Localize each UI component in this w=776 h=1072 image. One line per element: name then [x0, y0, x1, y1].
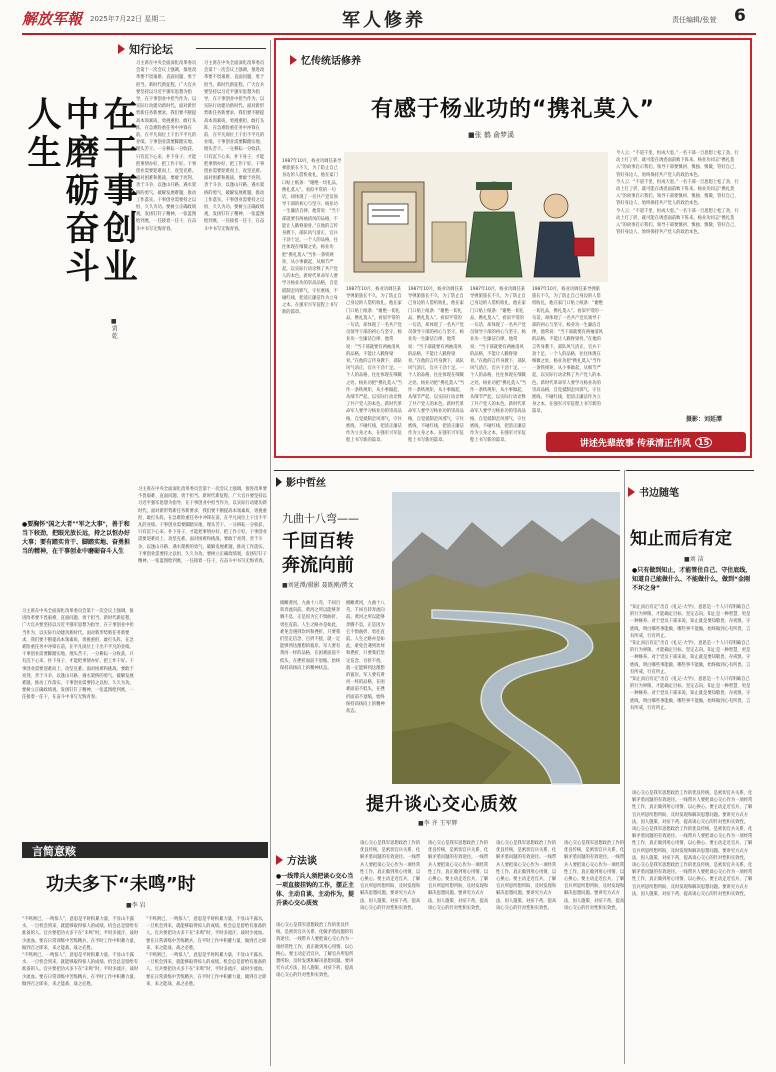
yanwai-body-col-1: [22, 916, 142, 1066]
tixin-body-col-4: [496, 840, 560, 1064]
featured-body-text: 1987年10月，杨业功调任某导弹旅旅长不久，为了防止自己身边的人借机收礼，他在家门口贴上纸条：“谢绝一切礼品，携礼莫入”。看似平常的一句话，却体现了一名共产党员领导干部的初心与坚守。杨业功一生廉洁自律，他常说：“当干部就要有两袖清风的品格，不能让人戳脊梁骨。”在他的言传身教下，部队风气清正，官兵干劲十足。一个人的品格，往往体现在细微之处。杨业功把“携礼莫入”当作一条铁规矩，从小事做起、从细节严起，以实际行动诠释了共产党人的本色。新时代革命军人要学习杨业功的崇高品格，自觉抵制歪风邪气，守住底线、不碰红线，把清正廉洁作为立身之本，在强军兴军征程上书写新的篇章。: [282, 159, 342, 316]
shulu-lead: ●只有做到知止，才能管住自己、守住底线，知道自己能做什么、不能做什么，做到“金刚不坏之身”: [632, 567, 752, 592]
yanwai-tag: 言简意赅: [32, 845, 76, 858]
masthead-date: [90, 14, 165, 24]
zhixing-body-text-2: 习主席在中央全面深化改革委员会第十一次会议上强调，推进改革要不畏艰难、直面问题、勇于担当。新时代新征程，广大官兵要坚持以习近平强军思想为指导，在干事创业中担当作为，以实际行动建功新时代。面对新形势新任务新要求，我们要不断提高本领素质，勇挑重担、敢打头阵，在急难险重任务中冲锋在前，在平凡岗位上干出不平凡的业绩。干事创业需要脚踏实地、埋头苦干。一分耕耘一分收获，只有沉下心来、扑下身子，才能把事情办好、把工作干好。干事创业需要迎难而上、攻坚克难。面对困难和挑战，要敢于亮剑、善于斗争，以逢山开路、遇水架桥的勇气，破解发展难题，推动工作落实。干事创业需要持之以恒、久久为功。要树立正确政绩观，发扬钉钉子精神，一张蓝图绘到底，一任接着一任干，在奋斗中书写无悔青春。: [204, 61, 265, 232]
yingzhong-body-text: 俯瞰黄河，九曲十八弯，千回百转奔流向前。黄河之所以能够奔腾不息，正是因为它不惧曲折、勇往直前。人生之路亦是如此，难免会遇到坎坷和挫折，只要我们坚定信念、百折不挠，就一定能够到达理想的彼岸。军人要有黄河一样的品格，在困难面前不低头，在挫折面前不退缩，始终保持昂扬向上的精神状态。: [280, 601, 341, 671]
lower-right-separator: [624, 470, 625, 1064]
masthead-logo: 解放军報: [22, 10, 83, 28]
shulu-tag-bar: [628, 484, 679, 499]
masthead-rule: [22, 33, 756, 35]
tixin-body-col-6: [632, 790, 754, 1064]
section-title: 军人修养: [342, 10, 426, 31]
tag-marker-icon: [276, 855, 283, 865]
tixin-body-text-2: 谈心交心是我军思想政治工作的优良传统，是密切官兵关系、化解矛盾问题的有效途径。一线带兵人要把谈心交心作为一项经常性工作，真正做到用心用情、以心换心。要主动走近官兵，了解官兵所思所想所盼，及时发现和解决思想问题。要讲究方式方法，因人施策、对症下药，提高谈心交心的针对性和实效性。: [360, 841, 421, 911]
yingzhong-body-col-1: [280, 600, 342, 784]
featured-body-col-2: [346, 286, 404, 444]
featured-body-text-4: 1987年10月，杨业功调任某导弹旅旅长不久，为了防止自己身边的人借机收礼，他在家门口贴上纸条：“谢绝一切礼品，携礼莫入”。看似平常的一句话，却体现了一名共产党员领导干部的初心与坚守。杨业功一生廉洁自律，他常说：“当干部就要有两袖清风的品格，不能让人戳脊梁骨。”在他的言传身教下，部队风气清正，官兵干劲十足。一个人的品格，往往体现在细微之处。杨业功把“携礼莫入”当作一条铁规矩，从小事做起、从细节严起，以实际行动诠释了共产党人的本色。新时代革命军人要学习杨业功的崇高品格，自觉抵制歪风邪气，守住底线、不碰红线，把清正廉洁作为立身之本，在强军兴军征程上书写新的篇章。: [470, 287, 527, 444]
tixin-body-col-1: [276, 922, 356, 1064]
zhixing-author: ■贾 乾: [110, 318, 118, 339]
featured-body-col-5: [532, 286, 604, 428]
zhixing-body-col-1: [136, 60, 200, 480]
featured-title: 有感于杨业功的“携礼莫入”: [371, 97, 655, 122]
tixin-body-col-2: [360, 840, 424, 1064]
featured-photo-credit: 摄影：刘延潭: [686, 416, 723, 423]
zhixing-body-text-4: 习主席在中央全面深化改革委员会第十一次会议上强调，推进改革要不畏艰难、直面问题、勇于担当。新时代新征程，广大官兵要坚持以习近平强军思想为指导，在干事创业中担当作为，以实际行动建功新时代。面对新形势新任务新要求，我们要不断提高本领素质，勇挑重担、敢打头阵，在急难险重任务中冲锋在前，在平凡岗位上干出不平凡的业绩。干事创业需要脚踏实地、埋头苦干。一分耕耘一分收获，只有沉下心来、扑下身子，才能把事情办好、把工作干好。干事创业需要迎难而上、攻坚克难。面对困难和挑战，要敢于亮剑、善于斗争，以逢山开路、遇水架桥的勇气，破解发展难题，推动工作落实。干事创业需要持之以恒、久久为功。要树立正确政绩观，发扬钉钉子精神，一张蓝图绘到底，一任接着一任干，在奋斗中书写无悔青春。: [138, 487, 267, 565]
yingzhong-tag-bar: [276, 474, 326, 489]
yingzhong-kicker: 九曲十八弯——: [282, 512, 359, 525]
shulu-body-text: “知止而后有定”出自《礼记·大学》，意思是一个人只有明确自己的行为界限，才能确定目标、坚定志向。知止是一种智慧，更是一种修养。对于党员干部来说，知止就是要知敬畏、存戒惧、守底线，明白哪些事能做、哪些事不能做，始终做到心有所畏、言有所戒、行有所止。: [630, 605, 751, 639]
zhixing-body-text: 习主席在中央全面深化改革委员会第十一次会议上强调，推进改革要不畏艰难、直面问题、勇于担当。新时代新征程，广大官兵要坚持以习近平强军思想为指导，在干事创业中担当作为，以实际行动建功新时代。面对新形势新任务新要求，我们要不断提高本领素质，勇挑重担、敢打头阵，在急难险重任务中冲锋在前，在平凡岗位上干出不平凡的业绩。干事创业需要脚踏实地、埋头苦干。一分耕耘一分收获，只有沉下心来、扑下身子，才能把事情办好、把工作干好。干事创业需要迎难而上、攻坚克难。面对困难和挑战，要敢于亮剑、善于斗争，以逢山开路、遇水架桥的勇气，破解发展难题，推动工作落实。干事创业需要持之以恒、久久为功。要树立正确政绩观，发扬钉钉子精神，一张蓝图绘到底，一任接着一任干，在奋斗中书写无悔青春。: [136, 61, 197, 232]
tixin-lead: ●一线带兵人须把谈心交心当一项直接挂钩的工作，摆正主体、主动自谈、主动作为，提升谈心交心质效: [276, 873, 355, 907]
yanwai-title: 功夫多下“未鸣”时: [46, 874, 196, 895]
yanwai-body-text: “不鸣则已，一鸣惊人”，意思是平时积累力量，不显山不露水，一旦机会到来，就能够取得惊人的成绩。机会总是留给有准备的人。官兵要把功夫多下在“未鸣”时，平时多流汗，战时少流血。要在日常训练中苦练精兵，在平时工作中积蓄力量，做到召之即来、来之能战、战之必胜。: [22, 917, 139, 951]
editor-credit: 责任编辑/张萱: [672, 16, 717, 24]
yanwai-tag-box: [22, 842, 268, 858]
yingzhong-author: ■刘延潭/摄影 聂既刚/撰文: [282, 582, 354, 589]
featured-body-col-3: [408, 286, 466, 444]
tixin-author: ■李 齐 王军辉: [418, 820, 458, 827]
shulu-author: ■刘 洁: [684, 556, 704, 563]
masthead-weekday: 星期二: [144, 15, 166, 23]
river-photo-svg: [392, 492, 620, 784]
tag-marker-icon: [276, 477, 282, 487]
masthead-date-text: 2025年7月22日: [90, 15, 143, 23]
tixin-tag-bar: [276, 852, 317, 867]
shulu-body-text-2: “知止而后有定”出自《礼记·大学》，意思是一个人只有明确自己的行为界限，才能确定目标、坚定志向。知止是一种智慧，更是一种修养。对于党员干部来说，知止就是要知敬畏、存戒惧、守底线，明白哪些事能做、哪些事不能做，始终做到心有所畏、言有所戒、行有所止。: [630, 641, 751, 675]
zhixing-tag-rule: [196, 48, 266, 49]
page-number: 6: [734, 6, 746, 26]
featured-body-col-4: [470, 286, 528, 444]
yanwai-body-text-3: “不鸣则已，一鸣惊人”，意思是平时积累力量，不显山不露水，一旦机会到来，就能够取得惊人的成绩。机会总是留给有准备的人。官兵要把功夫多下在“未鸣”时，平时多流汗，战时少流血。要在日常训练中苦练精兵，在平时工作中积蓄力量，做到召之即来、来之能战、战之必胜。: [146, 917, 267, 951]
featured-body2-text: 今人云：“不道千里，恒成大患。”一名干部一旦思想上松了劲、行动上打了折，就可能在诱惑面前败下阵来。杨业功同志“携礼莫入”的故事启示我们，领导干部要慎初、慎独、慎微，管好自己、管好身边人，始终保持共产党人的政治本色。: [616, 151, 739, 178]
tixin-title: 提升谈心交心质效: [366, 794, 518, 815]
tixin-body-text: 谈心交心是我军思想政治工作的优良传统，是密切官兵关系、化解矛盾问题的有效途径。一线带兵人要把谈心交心作为一项经常性工作，真正做到用心用情、以心换心。要主动走近官兵，了解官兵所思所想所盼，及时发现和解决思想问题。要讲究方式方法，因人施策、对症下药，提高谈心交心的针对性和实效性。: [276, 923, 354, 979]
featured-body2-text-3: 今人云：“不道千里，恒成大患。”一名干部一旦思想上松了劲、行动上打了折，就可能在诱惑面前败下阵来。杨业功同志“携礼莫入”的故事启示我们，领导干部要慎初、慎独、慎微，管好自己、管好身边人，始终保持共产党人的政治本色。: [616, 208, 739, 236]
zhixing-body-text-3: 习主席在中央全面深化改革委员会第十一次会议上强调，推进改革要不畏艰难、直面问题、勇于担当。新时代新征程，广大官兵要坚持以习近平强军思想为指导，在干事创业中担当作为，以实际行动建功新时代。面对新形势新任务新要求，我们要不断提高本领素质，勇挑重担、敢打头阵，在急难险重任务中冲锋在前，在平凡岗位上干出不平凡的业绩。干事创业需要脚踏实地、埋头苦干。一分耕耘一分收获，只有沉下心来、扑下身子，才能把事情办好、把工作干好。干事创业需要迎难而上、攻坚克难。面对困难和挑战，要敢于亮剑、善于斗争，以逢山开路、遇水架桥的勇气，破解发展难题，推动工作落实。干事创业需要持之以恒、久久为功。要树立正确政绩观，发扬钉钉子精神，一张蓝图绘到底，一任接着一任干，在奋斗中书写无悔青春。: [22, 609, 134, 701]
tixin-body-text-4: 谈心交心是我军思想政治工作的优良传统，是密切官兵关系、化解矛盾问题的有效途径。一线带兵人要把谈心交心作为一项经常性工作，真正做到用心用情、以心换心。要主动走近官兵，了解官兵所思所想所盼，及时发现和解决思想问题。要讲究方式方法，因人施策、对症下药，提高谈心交心的针对性和实效性。: [496, 841, 557, 911]
featured-tag: 忆传统话修养: [301, 56, 361, 67]
zhixing-tag-bar: [118, 41, 173, 57]
tixin-body-text-6: 谈心交心是我军思想政治工作的优良传统，是密切官兵关系、化解矛盾问题的有效途径。一线带兵人要把谈心交心作为一项经常性工作，真正做到用心用情、以心换心。要主动走近官兵，了解官兵所思所想所盼，及时发现和解决思想问题。要讲究方式方法，因人施策、对症下药，提高谈心交心的针对性和实效性。: [632, 791, 753, 825]
shulu-tag: 书边随笔: [639, 488, 679, 499]
tag-marker-icon: [290, 55, 297, 65]
masthead: [22, 6, 756, 32]
zhixing-tag: 知行论坛: [129, 43, 173, 56]
featured-banner-text: 讲述先辈故事 传承清正作风: [579, 438, 691, 449]
featured-banner: [546, 432, 746, 452]
featured-body-text-3: 1987年10月，杨业功调任某导弹旅旅长不久，为了防止自己身边的人借机收礼，他在家门口贴上纸条：“谢绝一切礼品，携礼莫入”。看似平常的一句话，却体现了一名共产党员领导干部的初心与坚守。杨业功一生廉洁自律，他常说：“当干部就要有两袖清风的品格，不能让人戳脊梁骨。”在他的言传身教下，部队风气清正，官兵干劲十足。一个人的品格，往往体现在细微之处。杨业功把“携礼莫入”当作一条铁规矩，从小事做起、从细节严起，以实际行动诠释了共产党人的本色。新时代革命军人要学习杨业功的崇高品格，自觉抵制歪风邪气，守住底线、不碰红线，把清正廉洁作为立身之本，在强军兴军征程上书写新的篇章。: [408, 287, 465, 444]
tixin-body-col-5: [564, 840, 628, 1064]
featured-author: ■张 鹤 俞梦溪: [468, 131, 515, 139]
yingzhong-photo: [392, 492, 620, 784]
yingzhong-tag: 影中哲丝: [286, 478, 326, 489]
yanwai-body-text-2: “不鸣则已，一鸣惊人”，意思是平时积累力量，不显山不露水，一旦机会到来，就能够取得惊人的成绩。机会总是留给有准备的人。官兵要把功夫多下在“未鸣”时，平时多流汗，战时少流血。要在日常训练中苦练精兵，在平时工作中积蓄力量，做到召之即来、来之能战、战之必胜。: [22, 953, 139, 987]
zhixing-body-col-3: [22, 608, 134, 838]
featured-banner-num: 15: [695, 437, 712, 448]
featured-body-col-6: [616, 150, 742, 412]
tixin-body-text-7: 谈心交心是我军思想政治工作的优良传统，是密切官兵关系、化解矛盾问题的有效途径。一线带兵人要把谈心交心作为一项经常性工作，真正做到用心用情、以心换心。要主动走近官兵，了解官兵所思所想所盼，及时发现和解决思想问题。要讲究方式方法，因人施策、对症下药，提高谈心交心的针对性和实效性。: [632, 827, 753, 861]
yingzhong-body-text-2: 俯瞰黄河，九曲十八弯，千回百转奔流向前。黄河之所以能够奔腾不息，正是因为它不惧曲折、勇往直前。人生之路亦是如此，难免会遇到坎坷和挫折，只要我们坚定信念、百折不挠，就一定能够到达理想的彼岸。军人要有黄河一样的品格，在困难面前不低头，在挫折面前不退缩，始终保持昂扬向上的精神状态。: [346, 601, 385, 715]
shulu-title: 知止而后有定: [630, 529, 732, 549]
tag-marker-icon: [628, 487, 635, 497]
tag-marker-icon: [118, 44, 125, 54]
zhixing-title: 在干事创业中磨砺奋斗人生: [21, 96, 137, 286]
shulu-top-rule: [626, 470, 754, 471]
featured-body-text-2: 1987年10月，杨业功调任某导弹旅旅长不久，为了防止自己身边的人借机收礼，他在家门口贴上纸条：“谢绝一切礼品，携礼莫入”。看似平常的一句话，却体现了一名共产党员领导干部的初心与坚守。杨业功一生廉洁自律，他常说：“当干部就要有两袖清风的品格，不能让人戳脊梁骨。”在他的言传身教下，部队风气清正，官兵干劲十足。一个人的品格，往往体现在细微之处。杨业功把“携礼莫入”当作一条铁规矩，从小事做起、从细节严起，以实际行动诠释了共产党人的本色。新时代革命军人要学习杨业功的崇高品格，自觉抵制歪风邪气，守住底线、不碰红线，把清正廉洁作为立身之本，在强军兴军征程上书写新的篇章。: [346, 287, 403, 444]
featured-illustration: [344, 152, 608, 282]
illustration-svg: [344, 152, 608, 282]
tixin-body-text-3: 谈心交心是我军思想政治工作的优良传统，是密切官兵关系、化解矛盾问题的有效途径。一线带兵人要把谈心交心作为一项经常性工作，真正做到用心用情、以心换心。要主动走近官兵，了解官兵所思所想所盼，及时发现和解决思想问题。要讲究方式方法，因人施策、对症下药，提高谈心交心的针对性和实效性。: [428, 841, 489, 911]
yingzhong-body-col-2: [346, 600, 386, 784]
zhixing-body-col-4: [138, 486, 268, 838]
tixin-body-text-5: 谈心交心是我军思想政治工作的优良传统，是密切官兵关系、化解矛盾问题的有效途径。一线带兵人要把谈心交心作为一项经常性工作，真正做到用心用情、以心换心。要主动走近官兵，了解官兵所思所想所盼，及时发现和解决思想问题。要讲究方式方法，因人施策、对症下药，提高谈心交心的针对性和实效性。: [564, 841, 625, 911]
yingzhong-top-rule: [274, 470, 620, 471]
featured-tag-bar: [290, 52, 361, 67]
featured-body-text-5: 1987年10月，杨业功调任某导弹旅旅长不久，为了防止自己身边的人借机收礼，他在家门口贴上纸条：“谢绝一切礼品，携礼莫入”。看似平常的一句话，却体现了一名共产党员领导干部的初心与坚守。杨业功一生廉洁自律，他常说：“当干部就要有两袖清风的品格，不能让人戳脊梁骨。”在他的言传身教下，部队风气清正，官兵干劲十足。一个人的品格，往往体现在细微之处。杨业功把“携礼莫入”当作一条铁规矩，从小事做起、从细节严起，以实际行动诠释了共产党人的本色。新时代革命军人要学习杨业功的崇高品格，自觉抵制歪风邪气，守住底线、不碰红线，把清正廉洁作为立身之本，在强军兴军征程上书写新的篇章。: [532, 287, 603, 415]
yingzhong-title: 千回百转奔流向前: [282, 531, 354, 576]
featured-body2-text-2: 今人云：“不道千里，恒成大患。”一名干部一旦思想上松了劲、行动上打了折，就可能在诱惑面前败下阵来。杨业功同志“携礼莫入”的故事启示我们，领导干部要慎初、慎独、慎微，管好自己、管好身边人，始终保持共产党人的政治本色。: [616, 179, 739, 207]
left-col-separator: [270, 40, 271, 1066]
shulu-body-text-3: “知止而后有定”出自《礼记·大学》，意思是一个人只有明确自己的行为界限，才能确定目标、坚定志向。知止是一种智慧，更是一种修养。对于党员干部来说，知止就是要知敬畏、存戒惧、守底线，明白哪些事能做、哪些事不能做，始终做到心有所畏、言有所戒、行有所止。: [630, 677, 751, 711]
tixin-body-text-8: 谈心交心是我军思想政治工作的优良传统，是密切官兵关系、化解矛盾问题的有效途径。一线带兵人要把谈心交心作为一项经常性工作，真正做到用心用情、以心换心。要主动走近官兵，了解官兵所思所想所盼，及时发现和解决思想问题。要讲究方式方法，因人施策、对症下药，提高谈心交心的针对性和实效性。: [632, 863, 753, 897]
featured-body-col-1: [282, 158, 342, 428]
yanwai-body-text-4: “不鸣则已，一鸣惊人”，意思是平时积累力量，不显山不露水，一旦机会到来，就能够取得惊人的成绩。机会总是留给有准备的人。官兵要把功夫多下在“未鸣”时，平时多流汗，战时少流血。要在日常训练中苦练精兵，在平时工作中积蓄力量，做到召之即来、来之能战、战之必胜。: [146, 953, 267, 987]
yanwai-body-col-2: [146, 916, 268, 1066]
tixin-body-col-3: [428, 840, 492, 1064]
tixin-tag: 方法谈: [287, 856, 317, 867]
shulu-body-col: [630, 604, 752, 786]
zhixing-lead: ●要胸怀"国之大者""军之大事"，善于和当下较劲，把眼光放长远，持之以恒办好大事；要有踏实肯干、脚踏实地、奋勇担当的精神，在干事创业中磨砺奋斗人生: [22, 521, 131, 555]
zhixing-body-col-2: [204, 60, 268, 480]
yanwai-author: ■李 岩: [126, 902, 146, 909]
